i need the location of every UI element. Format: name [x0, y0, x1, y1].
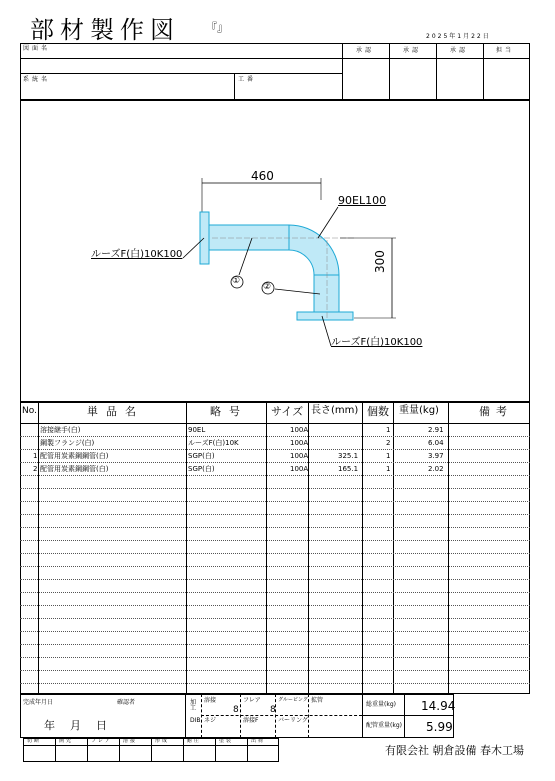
- col-weight: 重量(kg): [399, 405, 439, 416]
- approval-1: 承認: [356, 47, 375, 54]
- col-line: [393, 402, 394, 694]
- dim-height: 300: [373, 250, 387, 273]
- stamp-label-7: 出荷: [251, 738, 266, 744]
- stamp-vline: [119, 738, 120, 762]
- table-row-line: [20, 657, 530, 658]
- stamp-label-2: フレア: [91, 738, 112, 744]
- pipe1-marker: ①: [232, 276, 241, 286]
- pipe-weight-label: 配管重量(kg): [366, 722, 402, 729]
- company-name: 有限会社 朝倉設備 春木工場: [385, 744, 524, 757]
- dib-label: DIB: [190, 717, 201, 724]
- elbow-label: 90EL100: [338, 194, 387, 207]
- col-line: [186, 402, 187, 694]
- title-mark: 『』: [206, 21, 228, 34]
- table-row-line: [20, 488, 530, 489]
- row2-size: 100A: [290, 439, 309, 447]
- row4-length: 165.1: [338, 465, 359, 473]
- table-row-line: [20, 579, 530, 580]
- table-row-line: [20, 631, 530, 632]
- col-line: [362, 402, 363, 694]
- approval-3: 承認: [450, 47, 469, 54]
- approval-4: 担当: [496, 47, 515, 54]
- stamp-label-5: 耐圧: [187, 738, 202, 744]
- total-weight-value: 14.94: [421, 699, 456, 713]
- stamp-label-0: 切断: [27, 738, 42, 744]
- stamp-label-4: 形成: [155, 738, 170, 744]
- table-row-line: [20, 514, 530, 515]
- col-qty: 個数: [367, 405, 389, 418]
- stamp-vline: [55, 738, 56, 762]
- table-row-line: [20, 670, 530, 671]
- flare-label: フレア: [243, 697, 261, 704]
- row3-size: 100A: [290, 452, 309, 460]
- approval-2: 承認: [403, 47, 422, 54]
- table-row-line: [20, 683, 530, 684]
- row2-name: 鋼製フランジ(白): [40, 439, 95, 447]
- row3-qty: 1: [386, 452, 391, 460]
- row1-name: 溶接継手(白): [40, 426, 81, 434]
- col-note: 備考: [479, 405, 513, 418]
- col-length: 長さ(mm): [311, 405, 359, 416]
- footer-vline: [201, 694, 202, 738]
- table-row-line: [20, 462, 530, 463]
- row2-weight: 6.04: [428, 439, 444, 447]
- table-row-line: [20, 527, 530, 528]
- table-row-line: [20, 436, 530, 437]
- stamp-vline: [247, 738, 248, 762]
- table-row-line: [20, 501, 530, 502]
- system-name-label: 系統名: [23, 76, 51, 83]
- col-line: [266, 402, 267, 694]
- stamp-label-3: 溶接: [123, 738, 138, 744]
- completion-label: 完成年月日: [23, 699, 54, 706]
- flange-left-label: ルーズF(白)10K100: [91, 249, 183, 260]
- row3-no: 1: [33, 452, 38, 460]
- pipe-weight-value: 5.99: [426, 720, 453, 734]
- burring-label: バーリング: [278, 717, 308, 724]
- row1-weight: 2.91: [428, 426, 444, 434]
- table-row-line: [20, 566, 530, 567]
- weld-value: 8: [233, 705, 239, 715]
- weld-f-label: 溶接F: [243, 717, 259, 724]
- date-placeholder: 年 月 日: [44, 719, 109, 732]
- table-row-line: [20, 540, 530, 541]
- row2-code: ルーズF(白)10K: [188, 439, 239, 447]
- footer-vline: [185, 694, 186, 738]
- row4-weight: 2.02: [428, 465, 444, 473]
- row3-code: SGP(白): [188, 452, 215, 460]
- table-row-line: [20, 592, 530, 593]
- row1-qty: 1: [386, 426, 391, 434]
- table-header-line: [20, 423, 530, 424]
- date-text: 2025年1月22日: [426, 33, 491, 40]
- page-title: 部材製作図: [30, 16, 180, 44]
- footer-hline: [201, 715, 362, 716]
- table-row-line: [20, 449, 530, 450]
- pipe2-marker: ②: [263, 282, 272, 292]
- expand-label: 拡管: [311, 697, 324, 704]
- stamp-vline: [87, 738, 88, 762]
- grooving-label: グルービング: [278, 697, 308, 703]
- confirm-label: 確認者: [117, 699, 136, 706]
- table-row-line: [20, 475, 530, 476]
- process-label: 加工: [190, 699, 197, 712]
- stamp-label-6: 塗装: [219, 738, 234, 744]
- col-code: 略号: [210, 405, 248, 418]
- row4-size: 100A: [290, 465, 309, 473]
- drawing-name-label: 図面名: [23, 45, 51, 52]
- table-row-line: [20, 605, 530, 606]
- row1-code: 90EL: [188, 426, 206, 434]
- row2-qty: 2: [386, 439, 391, 447]
- row4-name: 配管用炭素鋼鋼管(白): [40, 465, 109, 473]
- row3-length: 325.1: [338, 452, 359, 460]
- footer-vline: [308, 694, 309, 738]
- total-weight-label: 総重量(kg): [366, 701, 396, 708]
- col-line: [448, 402, 449, 694]
- stamp-vline: [183, 738, 184, 762]
- table-row-line: [20, 644, 530, 645]
- flare-value: 8: [270, 705, 276, 715]
- stamp-vline: [151, 738, 152, 762]
- row1-size: 100A: [290, 426, 309, 434]
- stamp-vline: [215, 738, 216, 762]
- col-no: No.: [22, 406, 37, 416]
- dim-length: 460: [251, 169, 274, 183]
- row4-code: SGP(白): [188, 465, 215, 473]
- footer-vline: [240, 694, 241, 738]
- row3-name: 配管用炭素鋼鋼管(白): [40, 452, 109, 460]
- table-row-line: [20, 553, 530, 554]
- table-row-line: [20, 618, 530, 619]
- col-line: [38, 402, 39, 694]
- parts-table: [20, 402, 530, 694]
- flange-bottom-label: ルーズF(白)10K100: [331, 337, 423, 348]
- row3-weight: 3.97: [428, 452, 444, 460]
- work-no-label: 工番: [238, 76, 257, 83]
- row4-qty: 1: [386, 465, 391, 473]
- row4-no: 2: [33, 465, 38, 473]
- col-size: サイズ: [271, 405, 304, 418]
- stamp-label-1: 開先: [59, 738, 74, 744]
- col-name: 単品名: [87, 405, 144, 418]
- weld-label: 溶接: [204, 697, 217, 704]
- thread-label: ネジ: [204, 717, 217, 724]
- footer-vline: [275, 694, 276, 738]
